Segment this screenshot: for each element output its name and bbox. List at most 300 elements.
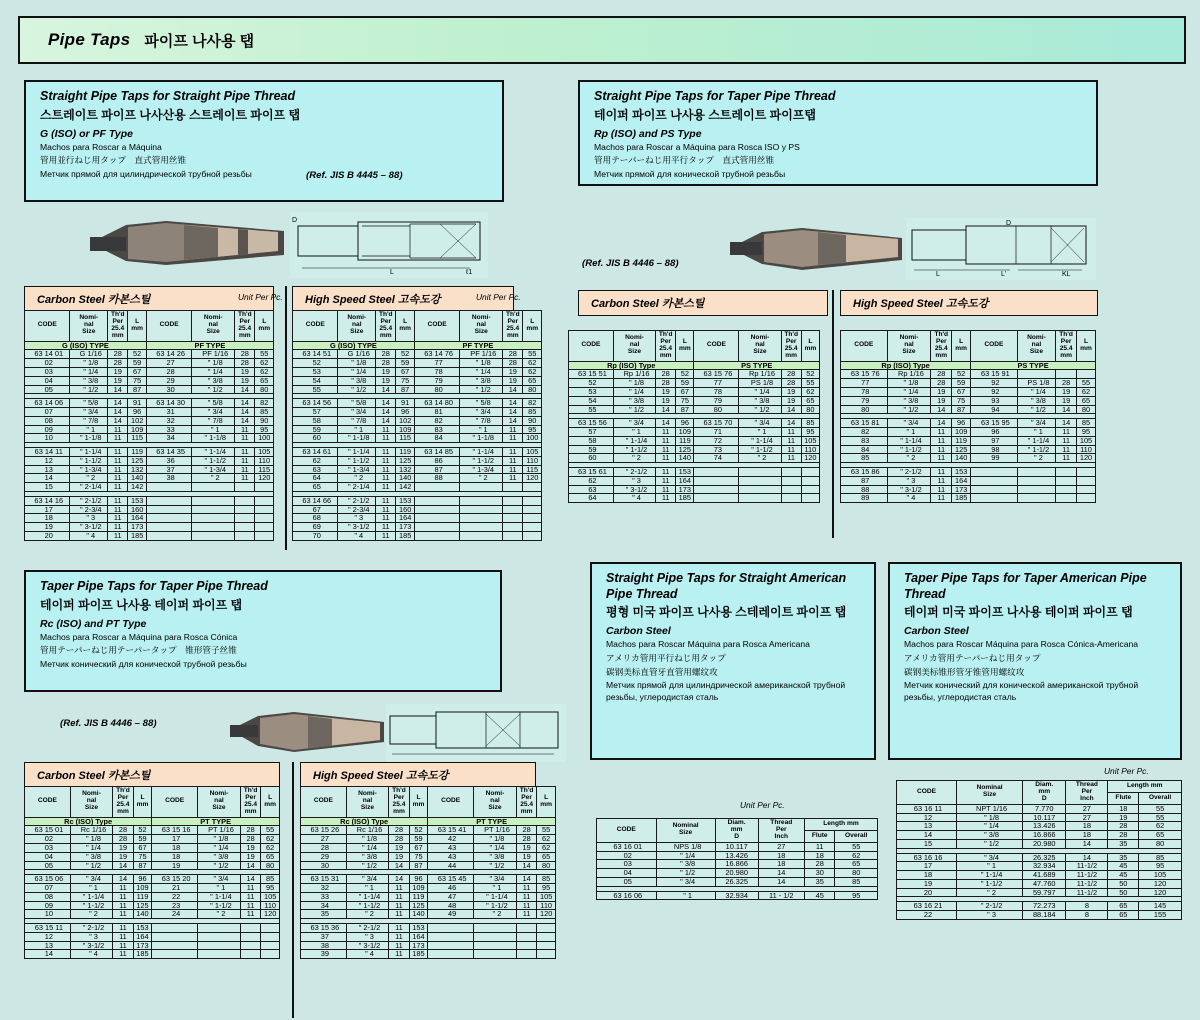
cell-nominal-size: " 3	[613, 476, 655, 485]
cell-code: 55	[569, 405, 614, 414]
table-row	[569, 468, 820, 477]
col-code: CODE	[569, 331, 614, 362]
cell-nominal-size: " 1/8	[613, 379, 655, 388]
cell-code: 63 15 76	[694, 370, 739, 379]
table-row	[293, 416, 542, 425]
cell-nominal-size	[192, 523, 235, 532]
cell-length: 164	[952, 476, 971, 485]
cell-length: 65	[537, 852, 556, 861]
cell-threads-per	[781, 494, 801, 503]
cell-length: 105	[255, 448, 274, 457]
cell-threads-per: 28	[108, 359, 128, 368]
cell-code: 12	[897, 813, 957, 822]
cell-code: 42	[428, 835, 474, 844]
cell-length: 52	[409, 826, 428, 835]
cell-diameter: 20.980	[1023, 839, 1066, 848]
table-row	[897, 879, 1182, 888]
cell-nominal-size	[1017, 494, 1056, 503]
cell-code: 79	[694, 396, 739, 405]
cell-length	[537, 932, 556, 941]
cell-threads-per: 11	[113, 910, 133, 919]
cell-length	[1077, 476, 1096, 485]
cell-threads-per: 11	[240, 892, 260, 901]
cell-length	[523, 523, 542, 532]
cell-nominal-size: " 5/8	[192, 399, 235, 408]
cell-nominal-size: " 2	[1017, 454, 1056, 463]
cell-nominal-size: " 4	[887, 494, 931, 503]
cell-length: 96	[133, 875, 152, 884]
cell-threads-per: 11	[1056, 454, 1077, 463]
cell-code: 63 15 51	[569, 370, 614, 379]
cell-nominal-size: G 1/16	[338, 350, 376, 359]
col-length: L mm	[255, 311, 274, 342]
cell-threads-per: 19	[235, 376, 255, 385]
table-row	[25, 835, 280, 844]
cell-diameter: 72.273	[1023, 902, 1066, 911]
cell-nominal-size: " 1/8	[346, 835, 389, 844]
cell-code	[414, 532, 459, 541]
cell-code: 63 15 01	[25, 826, 71, 835]
cell-code: 52	[293, 359, 338, 368]
ref-jis-4445: (Ref. JIS B 4445 – 88)	[306, 170, 403, 181]
table-header-row	[25, 311, 274, 342]
cell-nominal-size	[198, 932, 241, 941]
cell-threads-per	[235, 514, 255, 523]
cell-nominal-size: " 3-1/2	[70, 523, 108, 532]
cell-code: 63 14 35	[146, 448, 191, 457]
cell-code	[146, 514, 191, 523]
table-header-row	[25, 787, 280, 818]
cell-nominal-size: " 2	[957, 888, 1023, 897]
cell-threads-per: 11	[113, 932, 133, 941]
cell-nominal-size: " 3	[70, 932, 113, 941]
table-row	[25, 474, 274, 483]
cell-length: 87	[133, 861, 152, 870]
material-band-cs-1: Carbon Steel 카본스틸	[24, 286, 274, 312]
cell-length: 119	[409, 892, 428, 901]
col-flute: Flute	[804, 830, 834, 842]
cell-code: 81	[414, 408, 459, 417]
cell-code: 04	[25, 852, 71, 861]
cell-length: 95	[801, 428, 819, 437]
cell-nominal-size	[460, 523, 503, 532]
cell-code	[971, 476, 1018, 485]
cell-code: 63 14 06	[25, 399, 70, 408]
cell-threads-per: 19	[503, 367, 523, 376]
cell-nominal-size: " 1/2	[460, 385, 503, 394]
cell-code: 62	[569, 476, 614, 485]
cell-threads-per: 11	[108, 456, 128, 465]
cell-flute-length: 18	[1108, 804, 1139, 813]
cell-threads-per-inch: 18	[758, 860, 804, 869]
cell-length: 119	[133, 892, 152, 901]
col-threads-per: Th'd Per 25.4 mm	[781, 331, 801, 362]
cell-threads-per: 14	[656, 419, 676, 428]
cell-threads-per: 11	[389, 924, 409, 933]
heading-jp: 管用テーパーねじ用平行タップ 直式管用丝锥	[594, 155, 775, 166]
cell-nominal-size: " 2	[739, 454, 781, 463]
cell-nominal-size: " 3/4	[70, 408, 108, 417]
cell-length: 52	[952, 370, 971, 379]
col-code: CODE	[25, 787, 71, 818]
cell-nominal-size: " 1	[887, 428, 931, 437]
cell-length: 164	[676, 476, 694, 485]
cell-threads-per-inch: 8	[1066, 902, 1108, 911]
cell-nominal-size: " 1	[1017, 428, 1056, 437]
cell-nominal-size: " 1-1/2	[70, 901, 113, 910]
cell-nominal-size: " 1-1/8	[460, 434, 503, 443]
table-row	[597, 842, 878, 851]
cell-threads-per	[1056, 476, 1077, 485]
cell-nominal-size: NPT 1/16	[957, 804, 1023, 813]
cell-nominal-size: " 2	[474, 910, 517, 919]
cell-length: 105	[1077, 436, 1096, 445]
cell-threads-per: 11	[389, 892, 409, 901]
cell-nominal-size: " 7/8	[460, 416, 503, 425]
cell-code: 35	[301, 910, 347, 919]
cell-code: 28	[301, 843, 347, 852]
table-row	[25, 416, 274, 425]
cell-threads-per: 11	[503, 448, 523, 457]
cell-code: 43	[428, 843, 474, 852]
type-label-left: Rc (ISO) Type	[301, 817, 428, 826]
cell-threads-per: 19	[656, 396, 676, 405]
cell-flute-length: 45	[1108, 862, 1139, 871]
cell-nominal-size: " 1/2	[1017, 405, 1056, 414]
cell-length: 62	[261, 835, 280, 844]
cell-threads-per: 11	[108, 474, 128, 483]
cell-length: 140	[133, 910, 152, 919]
cell-nominal-size: " 3/8	[1017, 396, 1056, 405]
cell-code: 63 14 61	[293, 448, 338, 457]
cell-nominal-size: " 5/8	[338, 399, 376, 408]
cell-code	[146, 523, 191, 532]
cell-code: 19	[897, 879, 957, 888]
table-row	[841, 445, 1096, 454]
heading-kr: 테이퍼 미국 파이프 나사용 테이퍼 파이프 탭	[904, 605, 1133, 620]
cell-length: 62	[255, 359, 274, 368]
cell-threads-per: 11	[503, 425, 523, 434]
cell-code	[694, 476, 739, 485]
cell-threads-per	[235, 532, 255, 541]
cell-nominal-size	[474, 932, 517, 941]
cell-length: 96	[396, 408, 414, 417]
cell-flute-length: 35	[1108, 839, 1139, 848]
cell-threads-per: 19	[931, 387, 952, 396]
cell-length: 153	[396, 496, 414, 505]
cell-threads-per: 11	[656, 485, 676, 494]
cell-code: 82	[841, 428, 888, 437]
cell-nominal-size: " 1-1/2	[739, 445, 781, 454]
cell-nominal-size: " 3/4	[957, 853, 1023, 862]
cell-length: 90	[523, 416, 542, 425]
col-overall: Overall	[835, 830, 878, 842]
col-nominal-size: Nomi- nal Size	[739, 331, 781, 362]
cell-threads-per: 28	[656, 379, 676, 388]
cell-length: 132	[128, 465, 146, 474]
cell-code: 02	[25, 359, 70, 368]
unit-label-4: Unit Per Pc.	[1104, 766, 1149, 776]
cell-nominal-size: " 3/8	[613, 396, 655, 405]
col-code: CODE	[146, 311, 191, 342]
table-row	[25, 350, 274, 359]
cell-length: 75	[128, 376, 146, 385]
cell-code	[414, 505, 459, 514]
col-length: L mm	[133, 787, 152, 818]
cell-code: 43	[428, 852, 474, 861]
cell-diameter: 10.117	[1023, 813, 1066, 822]
cell-length	[261, 950, 280, 959]
table-row	[301, 884, 556, 893]
cell-nominal-size: " 2	[70, 474, 108, 483]
cell-length: 65	[523, 376, 542, 385]
cell-code: 63 14 76	[414, 350, 459, 359]
cell-threads-per: 11	[376, 448, 396, 457]
cell-nominal-size: " 2-1/2	[957, 902, 1023, 911]
column-divider-1	[285, 286, 287, 550]
table-header-row	[569, 331, 820, 362]
cell-length: 125	[396, 456, 414, 465]
col-length: L mm	[676, 331, 694, 362]
cell-threads-per-inch: 18	[758, 851, 804, 860]
cell-nominal-size: " 2-1/2	[338, 496, 376, 505]
cell-nominal-size	[739, 494, 781, 503]
table-row	[569, 428, 820, 437]
cell-length: 102	[396, 416, 414, 425]
cell-length: 120	[255, 474, 274, 483]
col-nominal-size: Nomi- nal Size	[198, 787, 241, 818]
cell-length: 87	[409, 861, 428, 870]
cell-threads-per: 19	[503, 376, 523, 385]
cell-nominal-size: " 1	[656, 891, 715, 900]
cell-threads-per-inch: 11 - 1/2	[758, 891, 804, 900]
cell-code: 31	[146, 408, 191, 417]
table-row	[597, 869, 878, 878]
cell-threads-per: 11	[931, 485, 952, 494]
cell-code: 60	[569, 454, 614, 463]
cell-code: 18	[25, 514, 70, 523]
heading-kr: 테이퍼 파이프 나사용 테이퍼 파이프 탭	[40, 597, 243, 612]
cell-overall-length: 120	[1139, 888, 1182, 897]
heading-es: Machos para Roscar Máquina para Rosca Cónica-Americana	[904, 639, 1139, 650]
cell-nominal-size: " 1	[338, 425, 376, 434]
cell-threads-per: 11	[376, 532, 396, 541]
cell-length	[255, 532, 274, 541]
cell-code: 21	[152, 884, 198, 893]
cell-threads-per: 11	[376, 465, 396, 474]
cell-nominal-size: " 1-1/2	[192, 456, 235, 465]
cell-code: 13	[897, 822, 957, 831]
cell-nominal-size: " 2-1/4	[338, 483, 376, 492]
table-rc-high-speed-steel	[300, 786, 556, 959]
cell-code: 20	[25, 532, 70, 541]
cell-code: 62	[293, 456, 338, 465]
cell-nominal-size: " 1/2	[338, 385, 376, 394]
cell-nominal-size: " 1-1/2	[887, 445, 931, 454]
cell-threads-per: 28	[235, 350, 255, 359]
heading-ru: Метчик конический для конической американской трубной резьбы, углеродистая сталь	[904, 680, 1139, 702]
cell-code: 38	[301, 941, 347, 950]
cell-length: 153	[952, 468, 971, 477]
table-row	[597, 891, 878, 900]
material-band-cs-3: Carbon Steel 카본스틸	[24, 762, 280, 788]
cell-diameter: 7.770	[1023, 804, 1066, 813]
material-band-cs-2: Carbon Steel 카본스틸	[578, 290, 828, 316]
cell-code: 89	[841, 494, 888, 503]
cell-code	[694, 494, 739, 503]
cell-length: 85	[537, 875, 556, 884]
cell-nominal-size: Rc 1/16	[346, 826, 389, 835]
cell-flute-length: 50	[1108, 879, 1139, 888]
table-row	[25, 385, 274, 394]
col-nominal-size: Nomi- nal Size	[192, 311, 235, 342]
cell-threads-per	[235, 523, 255, 532]
cell-threads-per: 11	[113, 901, 133, 910]
cell-code: 72	[694, 436, 739, 445]
cell-length: 67	[952, 387, 971, 396]
cell-nominal-size: " 1/8	[70, 835, 113, 844]
cell-threads-per: 11	[240, 910, 260, 919]
cell-code: 18	[152, 843, 198, 852]
heading-jp: 管用テーパーねじ用テーパータップ 锥形管子丝锥	[40, 645, 237, 656]
cell-length: 125	[952, 445, 971, 454]
heading-taper-taper	[24, 570, 502, 692]
cell-code: 60	[293, 434, 338, 443]
cell-length: 52	[128, 350, 146, 359]
cell-nominal-size	[460, 505, 503, 514]
cell-threads-per: 11	[503, 434, 523, 443]
table-row	[569, 445, 820, 454]
table-row	[25, 910, 280, 919]
cell-length: 119	[396, 448, 414, 457]
cell-threads-per: 11	[376, 505, 396, 514]
cell-nominal-size	[460, 483, 503, 492]
type-label-right: PS TYPE	[971, 361, 1096, 370]
cell-code: 78	[841, 387, 888, 396]
col-length-mm: Length mm	[1108, 781, 1182, 793]
cell-threads-per: 19	[235, 367, 255, 376]
table-row	[293, 434, 542, 443]
cell-length	[523, 496, 542, 505]
cell-code: 87	[414, 465, 459, 474]
cell-nominal-size: " 3/4	[338, 408, 376, 417]
cell-nominal-size: " 3	[338, 514, 376, 523]
cell-length: 160	[396, 505, 414, 514]
cell-threads-per	[1056, 494, 1077, 503]
cell-nominal-size: " 2-1/2	[70, 496, 108, 505]
cell-length: 140	[952, 454, 971, 463]
cell-threads-per: 14	[516, 861, 536, 870]
cell-code: 80	[694, 405, 739, 414]
cell-code: 63 15 70	[694, 419, 739, 428]
cell-nominal-size: " 1/4	[198, 843, 241, 852]
cell-code: 19	[25, 523, 70, 532]
col-threads-per: Th'd Per 25.4 mm	[235, 311, 255, 342]
cell-length: 62	[255, 367, 274, 376]
cell-threads-per: 11	[516, 892, 536, 901]
cell-nominal-size: " 1/8	[338, 359, 376, 368]
cell-code: 67	[293, 505, 338, 514]
cell-nominal-size	[192, 496, 235, 505]
table-row	[301, 835, 556, 844]
col-nominal-size: Nomi- nal Size	[70, 311, 108, 342]
cell-threads-per: 11	[113, 884, 133, 893]
tap-photo-2	[728, 222, 906, 280]
cell-length: 160	[128, 505, 146, 514]
col-length-mm: Length mm	[804, 819, 877, 831]
cell-threads-per: 14	[376, 399, 396, 408]
cell-code: 58	[293, 416, 338, 425]
cell-nominal-size: " 1/4	[70, 843, 113, 852]
cell-nominal-size: " 1-1/8	[338, 434, 376, 443]
cell-code	[694, 468, 739, 477]
cell-code: 71	[694, 428, 739, 437]
cell-code	[152, 950, 198, 959]
cell-flute-length: 35	[1108, 853, 1139, 862]
cell-threads-per: 14	[376, 416, 396, 425]
type-label-left: G (ISO) TYPE	[293, 341, 415, 350]
table-row	[897, 888, 1182, 897]
cell-nominal-size	[1017, 485, 1056, 494]
cell-code: 64	[293, 474, 338, 483]
cell-nominal-size	[1017, 476, 1056, 485]
heading-en: Straight Pipe Taps for Taper Pipe Thread	[594, 89, 836, 103]
cell-nominal-size: " 1/8	[70, 359, 108, 368]
cell-threads-per: 19	[389, 852, 409, 861]
cell-nominal-size: " 3/4	[198, 875, 241, 884]
cell-nominal-size: " 3/8	[474, 852, 517, 861]
col-nominal-size: Nomi- nal Size	[70, 787, 113, 818]
cell-length: 90	[255, 416, 274, 425]
cell-nominal-size: " 3	[70, 514, 108, 523]
cell-nominal-size: " 1/4	[346, 843, 389, 852]
cell-length: 55	[801, 379, 819, 388]
table-row	[25, 456, 274, 465]
cell-threads-per: 11	[376, 523, 396, 532]
cell-threads-per: 28	[108, 350, 128, 359]
heading-type: Rp (ISO) and PS Type	[594, 127, 702, 140]
cell-threads-per: 19	[108, 376, 128, 385]
cell-threads-per: 11	[113, 924, 133, 933]
cell-code	[428, 924, 474, 933]
cell-code: 33	[301, 892, 347, 901]
ref-jis-4446-b: (Ref. JIS B 4446 – 88)	[60, 718, 157, 729]
cell-threads-per: 11	[235, 434, 255, 443]
cell-nominal-size: " 1-1/2	[1017, 445, 1056, 454]
cell-code: 63 15 06	[25, 875, 71, 884]
cell-nominal-size: " 1-1/4	[460, 448, 503, 457]
cell-length: 185	[133, 950, 152, 959]
cell-code: 14	[25, 474, 70, 483]
cell-length: 96	[676, 419, 694, 428]
cell-length	[1077, 485, 1096, 494]
cell-code: 32	[301, 884, 347, 893]
cell-length: 105	[537, 892, 556, 901]
cell-nominal-size: PS 1/8	[739, 379, 781, 388]
cell-code: 98	[971, 445, 1018, 454]
cell-threads-per: 11	[376, 496, 396, 505]
cell-length: 120	[537, 910, 556, 919]
cell-code: 63 15 45	[428, 875, 474, 884]
heading-jp: アメリカ管用テーパーねじ用タップ	[904, 653, 1041, 664]
cell-length: 173	[128, 523, 146, 532]
table-row	[897, 804, 1182, 813]
table-row	[301, 901, 556, 910]
cell-threads-per: 11	[108, 532, 128, 541]
cell-length: 95	[537, 884, 556, 893]
cell-threads-per: 11	[235, 456, 255, 465]
cell-length	[801, 468, 819, 477]
